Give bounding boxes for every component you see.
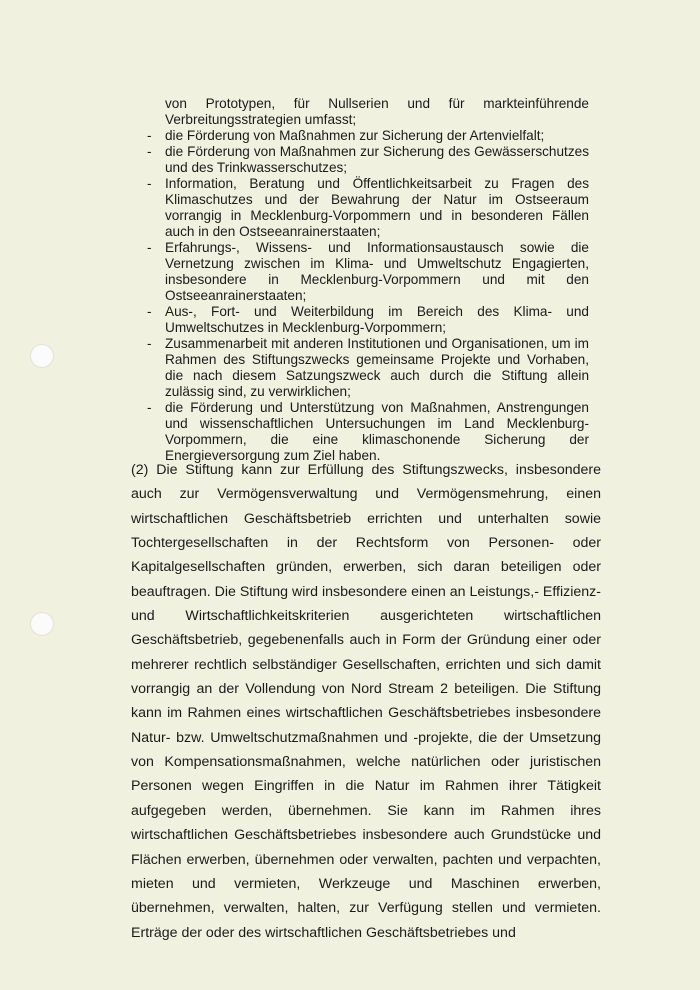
bullet-dash: - — [147, 176, 152, 191]
list-item-text: die Förderung und Unterstützung von Maßnahmen, Anstrengungen und wissenschaftlichen Untersuchungen im Land Mecklenburg-Vorpommern, die eine klimaschonende Sicherung der Energieversorgung zum Ziel haben. — [165, 400, 589, 463]
list-item — [147, 128, 589, 144]
list-item — [147, 336, 589, 400]
list-item — [147, 176, 589, 240]
list-item-text: Zusammenarbeit mit anderen Institutionen und Organisationen, um im Rahmen des Stiftungszwecks gemeinsame Projekte und Vorhaben, die nach diesem Satzungszweck auch durch die Stiftung allein zulässig sind, zu verwirklichen; — [165, 336, 589, 399]
punch-hole-bottom — [30, 612, 54, 636]
list-item — [147, 400, 589, 464]
paragraph-2: (2) Die Stiftung kann zur Erfüllung des Stiftungszwecks, insbesondere auch zur Vermögensverwaltung und Vermögensmehrung, einen wirtschaftlichen Geschäftsbetrieb errichten und unterhalten sowie Tochtergesellschaften in der Rechtsform von Personen- oder Kapitalgesellschaften gründen, erwerben, sich daran beteiligen oder beauftragen. Die Stiftung wird insbesondere einen an Leistungs,- Effizienz- und Wirtschaftlichkeitskriterien ausgerichteten wirtschaftlichen Geschäftsbetrieb, gegebenenfalls auch in Form der Gründung einer oder mehrerer rechtlich selbständiger Gesellschaften, errichten und sich damit vorrangig an der Vollendung von Nord Stream 2 beteiligen. Die Stiftung kann im Rahmen eines wirtschaftlichen Geschäftsbetriebes insbesondere Natur- bzw. Umweltschutzmaßnahmen und -projekte, die der Umsetzung von Kompensationsmaßnahmen, welche natürlichen oder juristischen Personen wegen Eingriffen in die Natur im Rahmen ihrer Tätigkeit aufgegeben werden, übernehmen. Sie kann im Rahmen ihres wirtschaftlichen Geschäftsbetriebes insbesondere auch Grundstücke und Flächen erwerben, übernehmen oder verwalten, pachten und verpachten, mieten und vermieten, Werkzeuge und Maschinen erwerben, übernehmen, verwalten, halten, zur Verfügung stellen und vermieten. Erträge der oder des wirtschaftlichen Geschäftsbetriebes und — [131, 462, 601, 941]
bullet-dash: - — [147, 336, 152, 351]
bullet-dash: - — [147, 304, 152, 319]
bullet-dash: - — [147, 240, 152, 255]
bullet-dash: - — [147, 144, 152, 159]
purpose-list — [147, 128, 589, 464]
list-item-text: die Förderung von Maßnahmen zur Sicherung der Artenvielfalt; — [165, 128, 545, 143]
list-intro-continuation: von Prototypen, für Nullserien und für markteinführende Verbreitungsstrategien umfasst; — [165, 96, 589, 127]
list-item — [147, 304, 589, 336]
list-item-text: Erfahrungs-, Wissens- und Informationsaustausch sowie die Vernetzung zwischen im Klima- und Umweltschutz Engagierten, insbesondere in Mecklenburg-Vorpommern und mit den Ostseeanrainerstaaten; — [165, 240, 589, 303]
list-item-text: Aus-, Fort- und Weiterbildung im Bereich des Klima- und Umweltschutzes in Mecklenburg-Vorpommern; — [165, 304, 589, 335]
list-item — [147, 240, 589, 304]
bullet-dash: - — [147, 128, 152, 143]
list-item — [147, 144, 589, 176]
list-item-text: Information, Beratung und Öffentlichkeitsarbeit zu Fragen des Klimaschutzes und der Bewahrung der Natur im Ostseeraum vorrangig in Mecklenburg-Vorpommern und in besonderen Fällen auch in den Ostseeanrainerstaaten; — [165, 176, 589, 239]
list-item-text: die Förderung von Maßnahmen zur Sicherung des Gewässerschutzes und des Trinkwasserschutzes; — [165, 144, 589, 175]
punch-hole-top — [30, 344, 54, 368]
bullet-dash: - — [147, 400, 152, 415]
